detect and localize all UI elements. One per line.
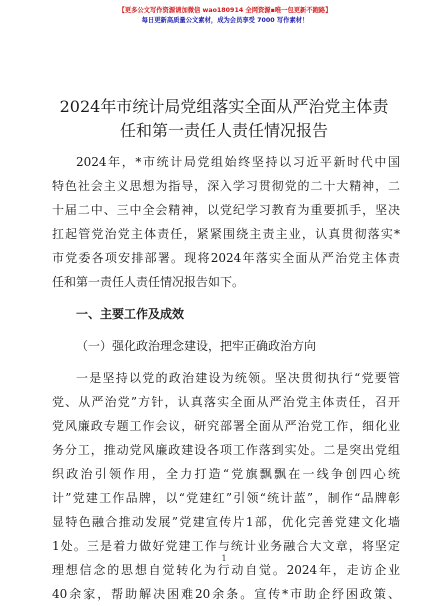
intro-line: 任和第一责任人责任情况报告如下。 (52, 275, 245, 289)
paragraph-line: 1处。三是着力做好党建工作与统计业务融合大文章，将坚定 (52, 539, 400, 553)
promo-line-2: 每日更新高质量公文素材，成为会员享受 7000 写作素材！ (141, 17, 309, 24)
intro-line: 扛起管党治党主体责任，紧紧围绕主责主业，认真贯彻落实* (52, 227, 400, 241)
promo-line-1: 【更多公文写作资源请加微信 wao180914 全网资源▪唯一包更新不跑路】 (118, 7, 332, 14)
paragraph-line: 一是坚持以党的政治建设为统领。坚决贯彻执行“党要管 (76, 371, 400, 385)
document-title (40, 95, 408, 143)
paragraph-line: 40余家，帮助解决困难20余条。宣传*市助企纾困政策、 (52, 587, 400, 601)
intro-line: 市党委各项安排部署。现将2024年落实全面从严治党主体责 (52, 251, 400, 265)
document-body (52, 150, 400, 606)
paragraph-line: 计”党建工作品牌，以“党建红”引领“统计蓝”，制作“品牌彰 (52, 491, 400, 505)
page-number: 1 (221, 554, 227, 563)
paragraph-line: 显特色融合推动发展”党建宣传片1部，优化完善党建文化墙 (52, 515, 400, 529)
title-line-1: 2024年市统计局党组落实全面从严治党主体责 (59, 97, 389, 116)
paragraph-line: 理想信念的思想自觉转化为行动自觉。2024年，走访企业 (52, 563, 400, 577)
section-heading: 一、主要工作及成效 (76, 307, 185, 321)
subsection-heading: （一）强化政治理念建设，把牢正确政治方向 (76, 339, 317, 353)
title-line-2: 任和第一责任人责任情况报告 (119, 121, 328, 140)
intro-line: 十届二中、三中全会精神，以党纪学习教育为重要抓手，坚决 (52, 203, 400, 217)
paragraph-line: 务分工，推动党风廉政建设各项工作落到实处。二是突出党组 (52, 443, 400, 457)
paragraph-line: 党风廉政专题工作会议，研究部署全面从严治党工作，细化业 (52, 419, 400, 433)
intro-line: 2024年，*市统计局党组始终坚持以习近平新时代中国 (76, 155, 400, 169)
intro-line: 特色社会主义思想为指导，深入学习贯彻党的二十大精神，二 (52, 179, 400, 193)
paragraph-line: 织政治引领作用，全力打造“党旗飘飘在一线争创四心统 (52, 467, 400, 481)
paragraph-line: 党、从严治党”方针，认真落实全面从严治党主体责任，召开 (52, 395, 400, 409)
promo-banner (110, 6, 340, 34)
